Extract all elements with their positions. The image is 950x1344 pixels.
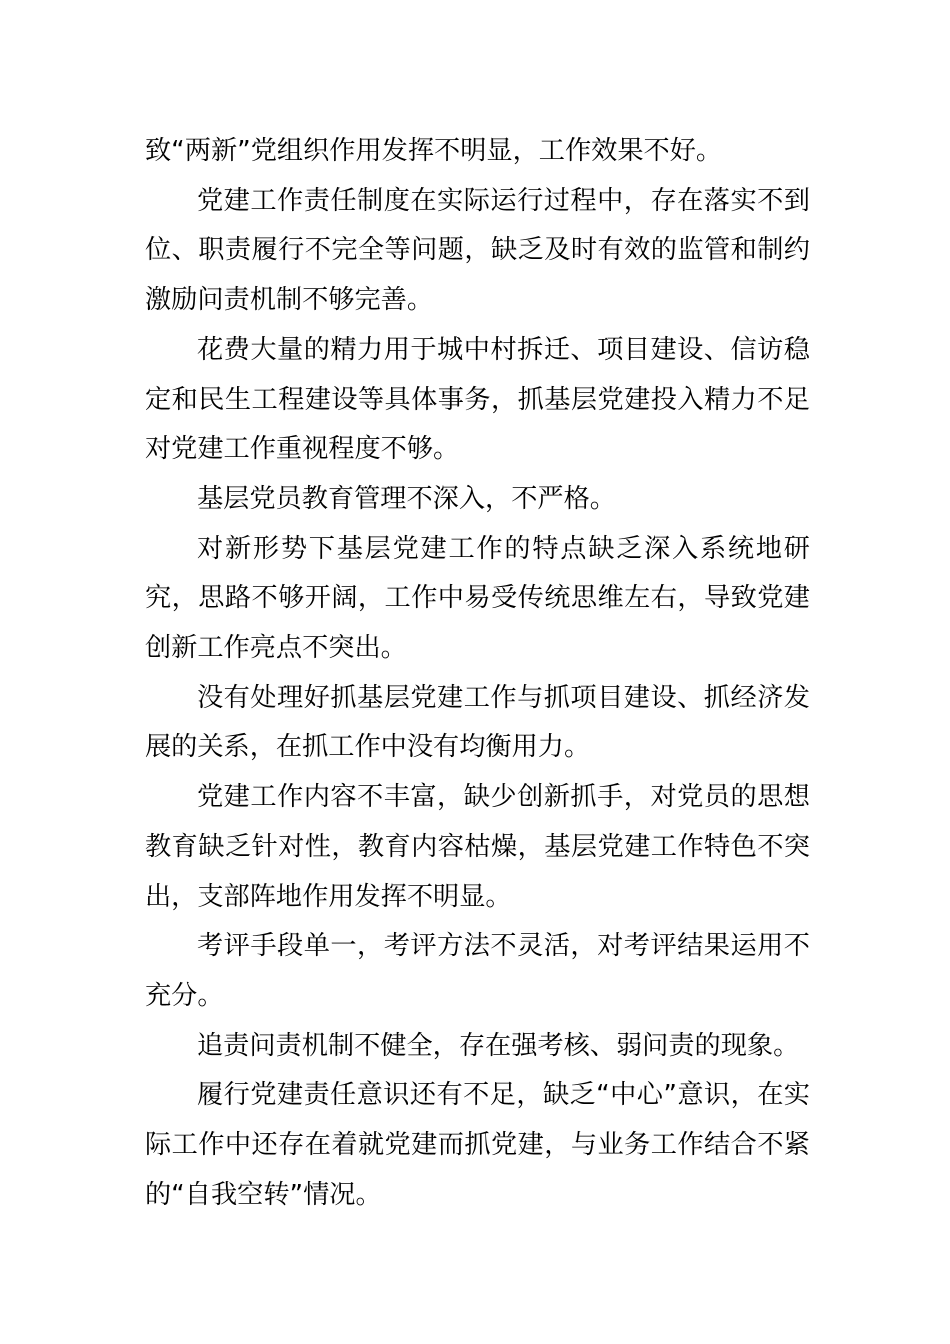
document-body xyxy=(145,127,810,1220)
paragraph: 党建工作责任制度在实际运行过程中，存在落实不到位、职责履行不完全等问题，缺乏及时有效的监管和制约激励问责机制不够完善。 xyxy=(145,185,810,316)
paragraph: 履行党建责任意识还有不足，缺乏“中心”意识，在实际工作中还存在着就党建而抓党建，与业务工作结合不紧的“自我空转”情况。 xyxy=(145,1080,810,1210)
paragraph-continuation: 致“两新”党组织作用发挥不明显，工作效果不好。 xyxy=(145,136,723,166)
paragraph: 考评手段单一，考评方法不灵活，对考评结果运用不充分。 xyxy=(145,931,810,1011)
paragraph: 基层党员教育管理不深入，不严格。 xyxy=(197,483,616,514)
paragraph: 没有处理好抓基层党建工作与抓项目建设、抓经济发展的关系，在抓工作中没有均衡用力。 xyxy=(145,682,810,763)
paragraph: 党建工作内容不丰富，缺少创新抓手，对党员的思想教育缺乏针对性，教育内容枯燥，基层党建工作特色不突出，支部阵地作用发挥不明显。 xyxy=(145,782,810,912)
paragraph: 追责问责机制不健全，存在强考核、弱问责的现象。 xyxy=(197,1030,800,1061)
paragraph: 对新形势下基层党建工作的特点缺乏深入系统地研究，思路不够开阔，工作中易受传统思维左右，导致党建创新工作亮点不突出。 xyxy=(145,533,810,664)
paragraph: 花费大量的精力用于城中村拆迁、项目建设、信访稳定和民生工程建设等具体事务，抓基层党建投入精力不足对党建工作重视程度不够。 xyxy=(145,334,810,465)
